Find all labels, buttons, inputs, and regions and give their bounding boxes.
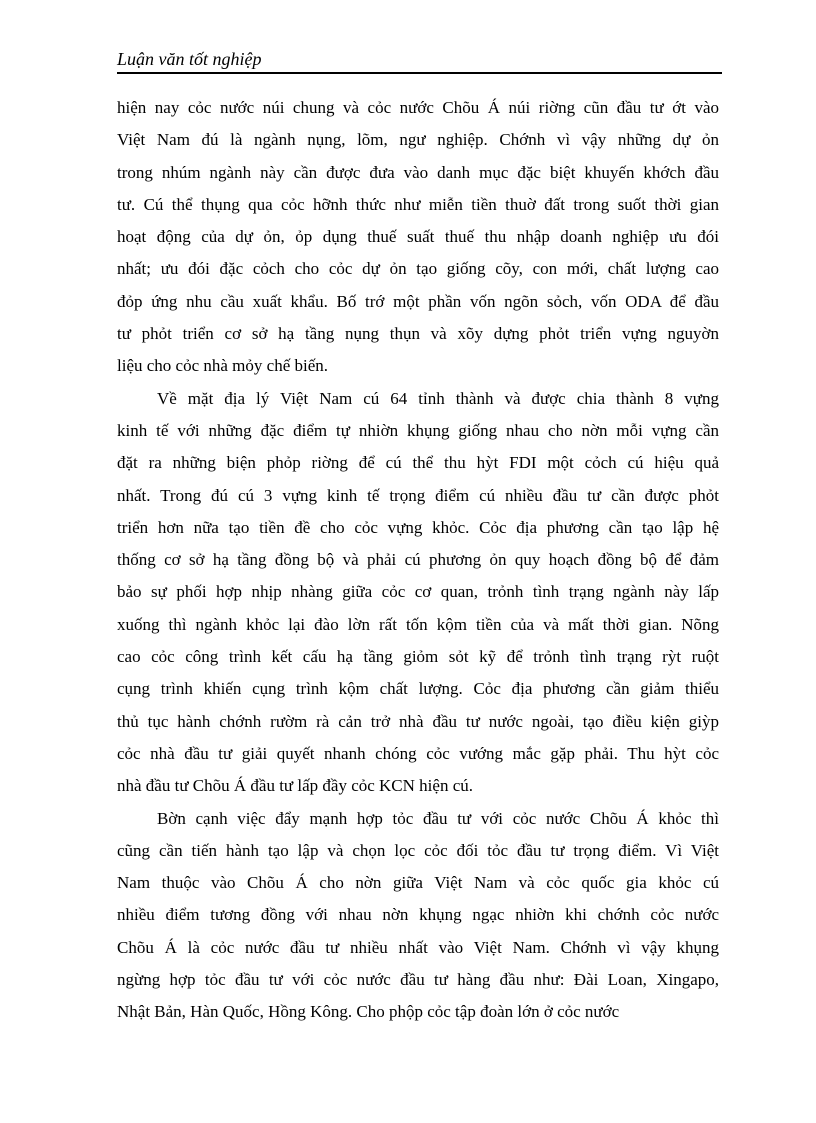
text-line: Việt Nam đú là ngành nụng, lõm, ngư nghiệp. Chớnh vì vậy những dự ỏn — [117, 130, 719, 150]
text-line: trong nhúm ngành này cần được đưa vào danh mục đặc biệt khuyến khớch đầu — [117, 162, 719, 182]
text-line: ngừng hợp tỏc đầu tư với cỏc nước đầu tư hàng đầu như: Đài Loan, Xingapo, — [117, 970, 719, 990]
text-line: cỏc nhà đầu tư giải quyết nhanh chóng cỏc vướng mắc gặp phải. Thu hỳt cỏc — [117, 743, 719, 763]
text-line: Nam thuộc vào Chõu Á cho nờn giữa Việt Nam và cỏc quốc gia khỏc cú — [117, 873, 719, 893]
paragraph-2 — [117, 383, 719, 803]
text-line: liệu cho cỏc nhà mỏy chế biến. — [117, 356, 329, 376]
text-line: xuống thì ngành khỏc lại đào lờn rất tốn kộm tiền của và mất thời gian. Nõng — [117, 614, 719, 634]
text-line: đỏp ứng nhu cầu xuất khẩu. Bố trớ một phần vốn ngõn sỏch, vốn ODA để đầu — [117, 291, 719, 311]
text-line: Về mặt địa lý Việt Nam cú 64 tỉnh thành và được chia thành 8 vựng — [157, 388, 719, 408]
text-line: cao cỏc công trình kết cấu hạ tầng giỏm sỏt kỹ để trỏnh tình trạng rỳt ruột — [117, 647, 719, 667]
running-header-title: Luận văn tốt nghiệp — [117, 49, 262, 69]
text-line: hiện nay cỏc nước núi chung và cỏc nước Chõu Á núi riờng cũn đầu tư ớt vào — [117, 98, 719, 117]
text-line: bảo sự phối hợp nhịp nhàng giữa cỏc cơ quan, trỏnh tình trạng ngành này lấp — [117, 582, 719, 602]
text-line: cụng trình khiến cụng trình kộm chất lượng. Cỏc địa phương cần giảm thiểu — [117, 679, 719, 699]
text-line: Nhật Bản, Hàn Quốc, Hồng Kông. Cho phộp cỏc tập đoàn lớn ở cỏc nước — [117, 1002, 620, 1022]
text-line: thống cơ sở hạ tầng đồng bộ và phải cú phương ỏn quy hoạch đồng bộ để đảm — [117, 550, 719, 570]
text-line: nhà đầu tư Chõu Á đầu tư lấp đầy cỏc KCN hiện cú. — [117, 776, 473, 796]
text-line: nhất; ưu đói đặc cỏch cho cỏc dự ỏn tạo giống cõy, con mới, chất lượng cao — [117, 259, 719, 279]
text-line: tư. Cú thể thụng qua cỏc hỡnh thức như miễn tiền thuờ đất trong suốt thời gian — [117, 194, 719, 214]
text-line: thủ tục hành chớnh rườm rà cản trở nhà đầu tư nước ngoài, tạo điều kiện giỳp — [117, 711, 719, 731]
text-line: tư phỏt triển cơ sở hạ tầng nụng thụn và xõy dựng phỏt triển vựng nguyờn — [117, 324, 719, 344]
text-line: triển hơn nữa tạo tiền đề cho cỏc vựng khỏc. Cỏc địa phương cần tạo lập hệ — [117, 517, 719, 537]
text-line: cũng cần tiến hành tạo lập và chọn lọc cỏc đối tỏc đầu tư trọng điểm. Vì Việt — [117, 840, 719, 860]
text-line: nhiều điểm tương đồng với nhau nờn khụng ngạc nhiờn khi chớnh cỏc nước — [117, 905, 719, 925]
text-line: kinh tế với những đặc điểm tự nhiờn khụng giống nhau cho nờn mỗi vựng cần — [117, 420, 719, 440]
text-line: nhất. Trong đú cú 3 vựng kinh tế trọng điểm cú nhiều đầu tư cần được phỏt — [117, 485, 719, 505]
text-line: Bờn cạnh việc đẩy mạnh hợp tỏc đầu tư với cỏc nước Chõu Á khỏc thì — [157, 808, 719, 828]
text-line: hoạt động của dự ỏn, ỏp dụng thuế suất thuế thu nhập doanh nghiệp ưu đói — [117, 227, 719, 247]
text-line: đặt ra những biện phỏp riờng để cú thể thu hỳt FDI một cỏch cú hiệu quả — [117, 453, 719, 473]
document-body — [117, 92, 719, 1029]
paragraph-3 — [117, 803, 719, 1029]
text-line: Chõu Á là cỏc nước đầu tư nhiều nhất vào Việt Nam. Chớnh vì vậy khụng — [117, 937, 719, 957]
paragraph-1 — [117, 92, 719, 383]
page-header — [117, 48, 722, 74]
